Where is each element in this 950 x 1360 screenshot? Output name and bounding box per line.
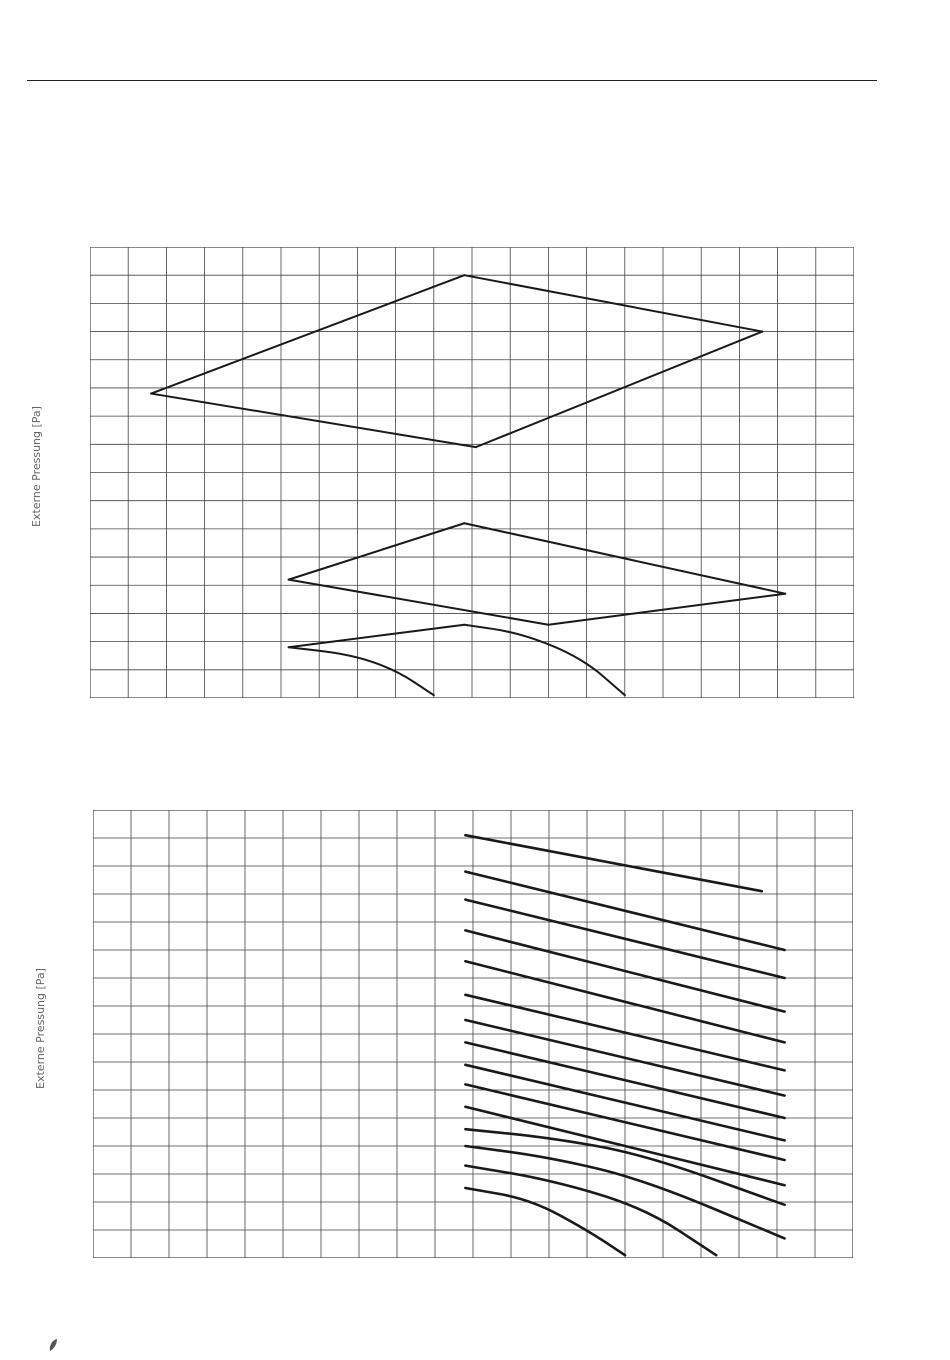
series-line-0 [151,275,464,393]
series-line-14 [465,1188,625,1255]
series-line-9 [289,647,434,695]
series-line-13 [465,1166,716,1256]
series-line-8 [289,625,465,648]
chart-top [90,247,854,698]
header-rule [27,80,877,81]
leaf-icon [48,1338,58,1352]
series-line-6 [289,580,549,625]
series-line-2 [151,394,476,448]
series-line-7 [548,594,785,625]
chart-bottom [93,810,853,1258]
series-line-3 [476,332,763,448]
series-line-10 [464,625,624,695]
y-axis-label-bottom: Externe Pressung [Pa] [33,968,47,1089]
y-axis-label-top: Externe Pressung [Pa] [29,406,43,527]
series-line-4 [289,523,465,579]
